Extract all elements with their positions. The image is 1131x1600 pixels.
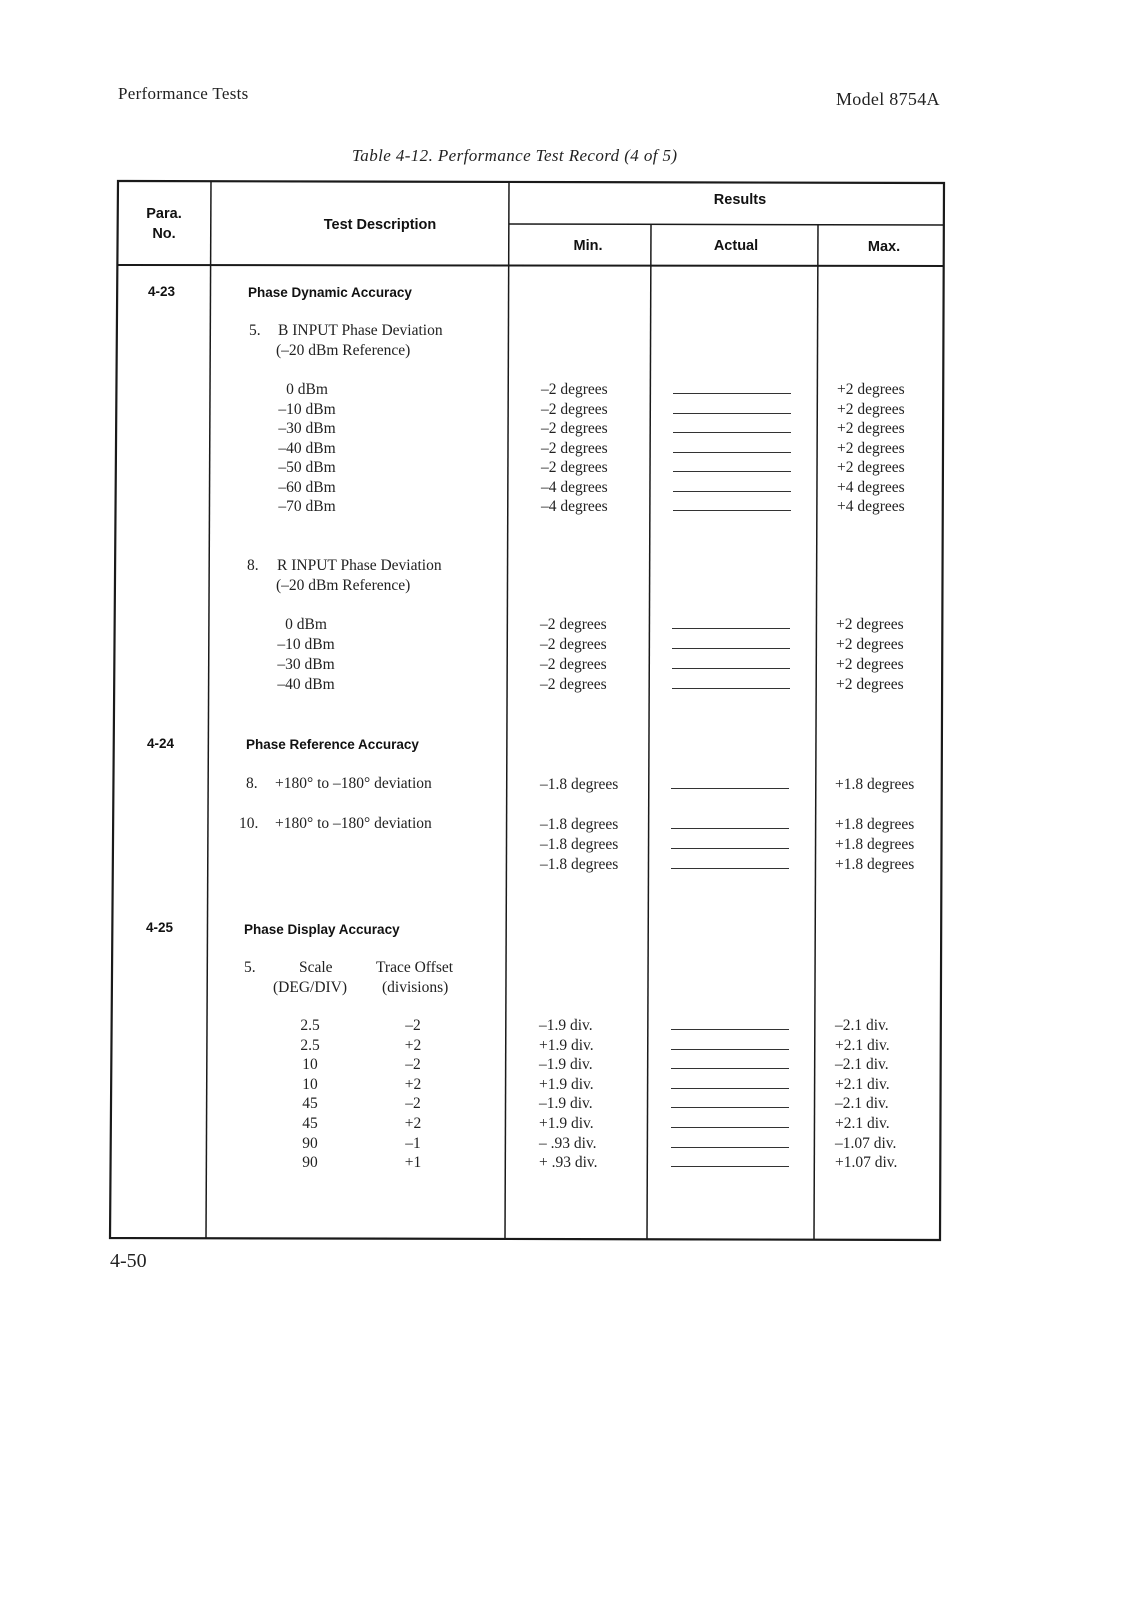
min-value: –1.9 div. xyxy=(539,1056,593,1074)
min-value: –2 degrees xyxy=(541,381,608,398)
result-row xyxy=(0,440,1131,460)
step-number: 8. xyxy=(246,775,258,792)
actual-entry-line[interactable] xyxy=(673,413,791,414)
actual-entry-line[interactable] xyxy=(673,471,791,472)
actual-entry-line[interactable] xyxy=(673,452,791,453)
actual-entry-line[interactable] xyxy=(672,688,790,689)
scale-column-unit: (DEG/DIV) xyxy=(273,979,348,996)
max-value: +2.1 div. xyxy=(835,1075,890,1093)
section-title: Phase Display Accuracy xyxy=(244,922,400,937)
min-value: –1.8 degrees xyxy=(540,836,619,853)
result-row xyxy=(0,836,1131,856)
col-header-para-line1: Para. xyxy=(146,206,182,222)
result-row xyxy=(0,816,1131,836)
para-number: 4-23 xyxy=(148,284,176,299)
result-row xyxy=(0,616,1131,636)
actual-entry-line[interactable] xyxy=(672,668,790,669)
offset-value: +2 xyxy=(404,1036,422,1054)
max-value: –2.1 div. xyxy=(835,1017,889,1034)
offset-value: –2 xyxy=(405,1017,421,1034)
max-value: +2 degrees xyxy=(837,459,905,476)
result-row xyxy=(0,401,1131,421)
result-row xyxy=(0,1056,1131,1076)
scale-column-heading: Scale xyxy=(299,959,333,976)
test-level: –70 dBm xyxy=(278,498,336,515)
actual-entry-line[interactable] xyxy=(671,1127,789,1128)
result-row xyxy=(0,479,1131,499)
actual-entry-line[interactable] xyxy=(671,1147,789,1148)
result-row xyxy=(0,1095,1131,1115)
result-row xyxy=(0,1017,1131,1037)
max-value: –2.1 div. xyxy=(835,1056,889,1074)
step-number: 8. xyxy=(247,557,259,574)
offset-column-unit: (divisions) xyxy=(382,979,449,996)
min-value: –2 degrees xyxy=(541,420,608,437)
test-level: –30 dBm xyxy=(277,656,335,673)
max-value: +1.8 degrees xyxy=(835,776,915,793)
result-row xyxy=(0,1076,1131,1096)
max-value: +2.1 div. xyxy=(835,1036,890,1054)
min-value: –1.8 degrees xyxy=(540,776,619,793)
actual-entry-line[interactable] xyxy=(671,848,789,849)
step-number: 5. xyxy=(244,959,256,976)
max-value: +2 degrees xyxy=(837,439,905,457)
test-level: 0 dBm xyxy=(286,381,328,398)
offset-value: +2 xyxy=(404,1115,422,1132)
running-header-title: Performance Tests xyxy=(118,84,249,103)
max-value: +2 degrees xyxy=(836,616,904,633)
actual-entry-line[interactable] xyxy=(671,1068,789,1069)
group-heading: R INPUT Phase Deviation xyxy=(277,557,442,574)
actual-entry-line[interactable] xyxy=(673,491,791,492)
table-caption: Table 4-12. Performance Test Record (4 of 5) xyxy=(352,146,678,165)
max-value: +1.8 degrees xyxy=(835,816,915,833)
group-heading-reference: (–20 dBm Reference) xyxy=(276,577,411,594)
actual-entry-line[interactable] xyxy=(671,788,789,789)
para-number: 4-24 xyxy=(147,736,175,751)
offset-value: –2 xyxy=(405,1095,421,1113)
offset-value: –1 xyxy=(405,1134,421,1152)
min-value: –2 degrees xyxy=(540,676,607,693)
min-value: –1.8 degrees xyxy=(540,816,619,833)
actual-entry-line[interactable] xyxy=(673,510,791,511)
result-row xyxy=(0,459,1131,479)
min-value: –2 degrees xyxy=(540,656,607,673)
scale-value: 90 xyxy=(302,1154,318,1172)
min-value: +1.9 div. xyxy=(539,1075,594,1093)
col-header-description: Test Description xyxy=(323,217,437,233)
step-number: 5. xyxy=(249,322,261,339)
test-level: 0 dBm xyxy=(285,616,327,633)
offset-value: +2 xyxy=(404,1075,422,1093)
max-value: –2.1 div. xyxy=(835,1095,889,1113)
result-row xyxy=(0,1135,1131,1155)
test-level: –10 dBm xyxy=(278,400,336,418)
actual-entry-line[interactable] xyxy=(672,628,790,629)
test-level: –60 dBm xyxy=(278,478,336,496)
min-value: –2 degrees xyxy=(541,400,608,418)
actual-entry-line[interactable] xyxy=(671,1049,789,1050)
running-header-model: Model 8754A xyxy=(836,89,940,109)
col-header-max: Max. xyxy=(867,239,901,255)
max-value: +2 degrees xyxy=(836,636,904,653)
result-row xyxy=(0,1115,1131,1135)
scale-value: 2.5 xyxy=(300,1036,320,1054)
result-row xyxy=(0,1154,1131,1174)
col-header-para xyxy=(134,204,194,244)
test-level: –40 dBm xyxy=(277,676,335,693)
scale-value: 45 xyxy=(302,1115,318,1132)
max-value: +2 degrees xyxy=(837,400,905,418)
col-header-actual: Actual xyxy=(713,238,759,254)
result-row xyxy=(0,420,1131,440)
min-value: +1.9 div. xyxy=(539,1115,594,1132)
max-value: –1.07 div. xyxy=(835,1134,897,1152)
test-level: –50 dBm xyxy=(278,459,336,476)
min-value: –1.9 div. xyxy=(539,1017,593,1034)
col-header-results: Results xyxy=(713,192,767,208)
page-number: 4-50 xyxy=(110,1250,147,1272)
col-header-para-line2: No. xyxy=(152,226,176,242)
result-row xyxy=(0,856,1131,876)
min-value: –2 degrees xyxy=(541,459,608,476)
result-row xyxy=(0,656,1131,676)
scale-value: 10 xyxy=(302,1056,318,1074)
section-title: Phase Reference Accuracy xyxy=(246,737,419,752)
actual-entry-line[interactable] xyxy=(671,1088,789,1089)
max-value: +2 degrees xyxy=(837,381,905,398)
test-level: –10 dBm xyxy=(277,636,335,653)
para-number: 4-25 xyxy=(146,920,174,935)
scale-value: 90 xyxy=(302,1134,318,1152)
result-row xyxy=(0,498,1131,518)
actual-entry-line[interactable] xyxy=(671,1166,789,1167)
max-value: +1.07 div. xyxy=(835,1154,898,1172)
offset-value: +1 xyxy=(404,1154,422,1172)
col-header-min: Min. xyxy=(573,238,603,254)
scale-value: 2.5 xyxy=(300,1017,320,1034)
min-value: –4 degrees xyxy=(541,498,608,515)
group-heading: +180° to –180° deviation xyxy=(275,815,432,832)
min-value: –2 degrees xyxy=(541,439,608,457)
result-row xyxy=(0,776,1131,796)
min-value: + .93 div. xyxy=(539,1154,598,1172)
offset-value: –2 xyxy=(405,1056,421,1074)
min-value: –2 degrees xyxy=(540,616,607,633)
result-row xyxy=(0,636,1131,656)
actual-entry-line[interactable] xyxy=(672,648,790,649)
max-value: +2 degrees xyxy=(837,420,905,437)
group-heading: +180° to –180° deviation xyxy=(275,775,432,792)
result-row xyxy=(0,381,1131,401)
max-value: +4 degrees xyxy=(837,498,905,515)
result-row xyxy=(0,1037,1131,1057)
actual-entry-line[interactable] xyxy=(671,868,789,869)
max-value: +2.1 div. xyxy=(835,1115,890,1132)
group-heading-reference: (–20 dBm Reference) xyxy=(276,342,411,359)
min-value: – .93 div. xyxy=(539,1134,597,1152)
section-title: Phase Dynamic Accuracy xyxy=(248,285,412,300)
max-value: +2 degrees xyxy=(836,656,904,673)
scale-value: 10 xyxy=(302,1075,318,1093)
max-value: +1.8 degrees xyxy=(835,836,915,853)
result-row xyxy=(0,676,1131,696)
actual-entry-line[interactable] xyxy=(671,1107,789,1108)
actual-entry-line[interactable] xyxy=(671,828,789,829)
test-level: –40 dBm xyxy=(278,439,336,457)
actual-entry-line[interactable] xyxy=(673,432,791,433)
max-value: +1.8 degrees xyxy=(835,856,915,873)
scale-value: 45 xyxy=(302,1095,318,1113)
min-value: –4 degrees xyxy=(541,478,608,496)
max-value: +4 degrees xyxy=(837,478,905,496)
actual-entry-line[interactable] xyxy=(671,1029,789,1030)
test-level: –30 dBm xyxy=(278,420,336,437)
min-value: –1.8 degrees xyxy=(540,856,619,873)
min-value: –2 degrees xyxy=(540,636,607,653)
offset-column-heading: Trace Offset xyxy=(376,959,454,976)
max-value: +2 degrees xyxy=(836,676,904,693)
min-value: +1.9 div. xyxy=(539,1036,594,1054)
actual-entry-line[interactable] xyxy=(673,393,791,394)
min-value: –1.9 div. xyxy=(539,1095,593,1113)
step-number: 10. xyxy=(239,815,259,832)
group-heading: B INPUT Phase Deviation xyxy=(278,322,443,339)
